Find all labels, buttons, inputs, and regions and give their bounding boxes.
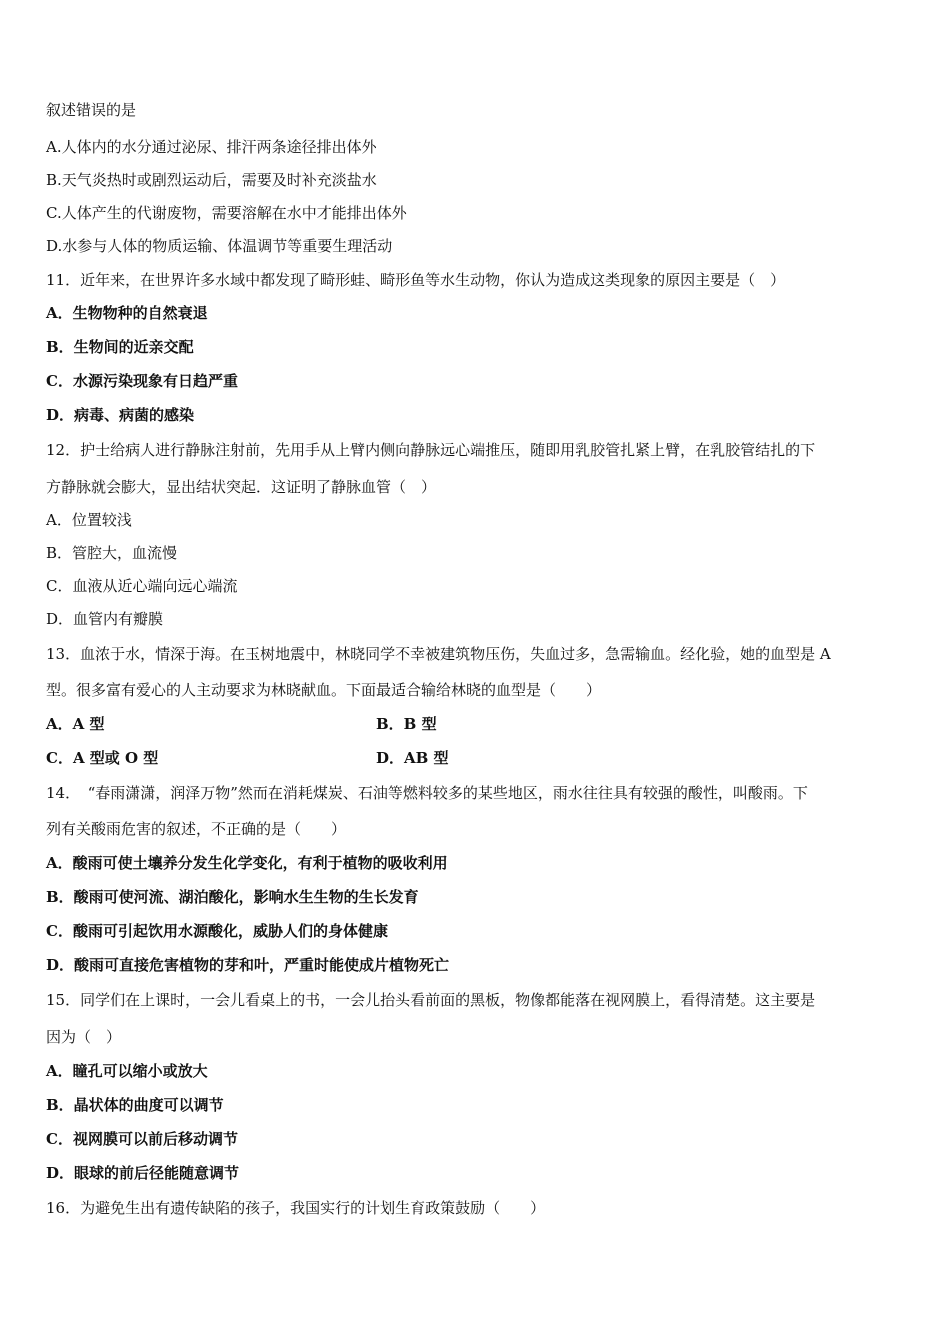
option-b: B．晶状体的曲度可以调节 (46, 1096, 224, 1114)
option-c: C．酸雨可引起饮用水源酸化，威胁人们的身体健康 (46, 922, 388, 940)
option-a: A．生物物种的自然衰退 (46, 304, 208, 322)
option-c: C．血液从近心端向远心端流 (46, 577, 238, 595)
option-d: D．AB 型 (376, 749, 449, 767)
question-12-cont: 方静脉就会膨大，显出结状突起．这证明了静脉血管（ ） (46, 478, 437, 496)
option-d: D．血管内有瓣膜 (46, 610, 164, 628)
option-d: D．病毒、病菌的感染 (46, 406, 195, 424)
option-b: B．管腔大，血流慢 (46, 544, 178, 562)
question-13: 13．血浓于水，情深于海。在玉树地震中，林晓同学不幸被建筑物压伤，失血过多，急需输血。经化验，她的血型是 A (46, 645, 831, 663)
option-a: A．瞳孔可以缩小或放大 (46, 1062, 208, 1080)
text-line: 叙述错误的是 (46, 101, 137, 119)
question-16: 16．为避免生出有遗传缺陷的孩子，我国实行的计划生育政策鼓励（ ） (46, 1199, 546, 1217)
option-c: C．A 型或 O 型 (46, 749, 159, 767)
question-15-cont: 因为（ ） (46, 1028, 122, 1046)
question-11: 11．近年来，在世界许多水域中都发现了畸形蛙、畸形鱼等水生动物，你认为造成这类现象的原因主要是（ ） (46, 271, 786, 289)
question-14-cont: 列有关酸雨危害的叙述，不正确的是（ ） (46, 820, 347, 838)
option-a: A.人体内的水分通过泌尿、排汗两条途径排出体外 (46, 138, 377, 156)
option-c: C．视网膜可以前后移动调节 (46, 1130, 238, 1148)
option-a: A．A 型 (46, 715, 105, 733)
option-c: C.人体产生的代谢废物，需要溶解在水中才能排出体外 (46, 204, 407, 222)
option-d: D.水参与人体的物质运输、体温调节等重要生理活动 (46, 237, 393, 255)
option-b: B．酸雨可使河流、湖泊酸化，影响水生生物的生长发育 (46, 888, 419, 906)
option-b: B．生物间的近亲交配 (46, 338, 194, 356)
option-a: A．酸雨可使土壤养分发生化学变化，有利于植物的吸收利用 (46, 854, 448, 872)
option-a: A．位置较浅 (46, 511, 132, 529)
option-d: D．眼球的前后径能随意调节 (46, 1164, 240, 1182)
option-c: C．水源污染现象有日趋严重 (46, 372, 238, 390)
question-12: 12．护士给病人进行静脉注射前，先用手从上臂内侧向静脉远心端推压，随即用乳胶管扎紧上臂，在乳胶管结扎的下 (46, 441, 816, 459)
question-13-cont: 型。很多富有爱心的人主动要求为林晓献血。下面最适合输给林晓的血型是（ ） (46, 681, 602, 699)
option-b: B.天气炎热时或剧烈运动后，需要及时补充淡盐水 (46, 171, 377, 189)
option-d: D．酸雨可直接危害植物的芽和叶，严重时能使成片植物死亡 (46, 956, 450, 974)
question-14: 14． “春雨潇潇，润泽万物”然而在消耗煤炭、石油等燃料较多的某些地区，雨水往往具有较强的酸性，叫酸雨。下 (46, 784, 808, 802)
option-b: B．B 型 (376, 715, 437, 733)
question-15: 15．同学们在上课时，一会儿看桌上的书，一会儿抬头看前面的黑板，物像都能落在视网膜上，看得清楚。这主要是 (46, 991, 816, 1009)
